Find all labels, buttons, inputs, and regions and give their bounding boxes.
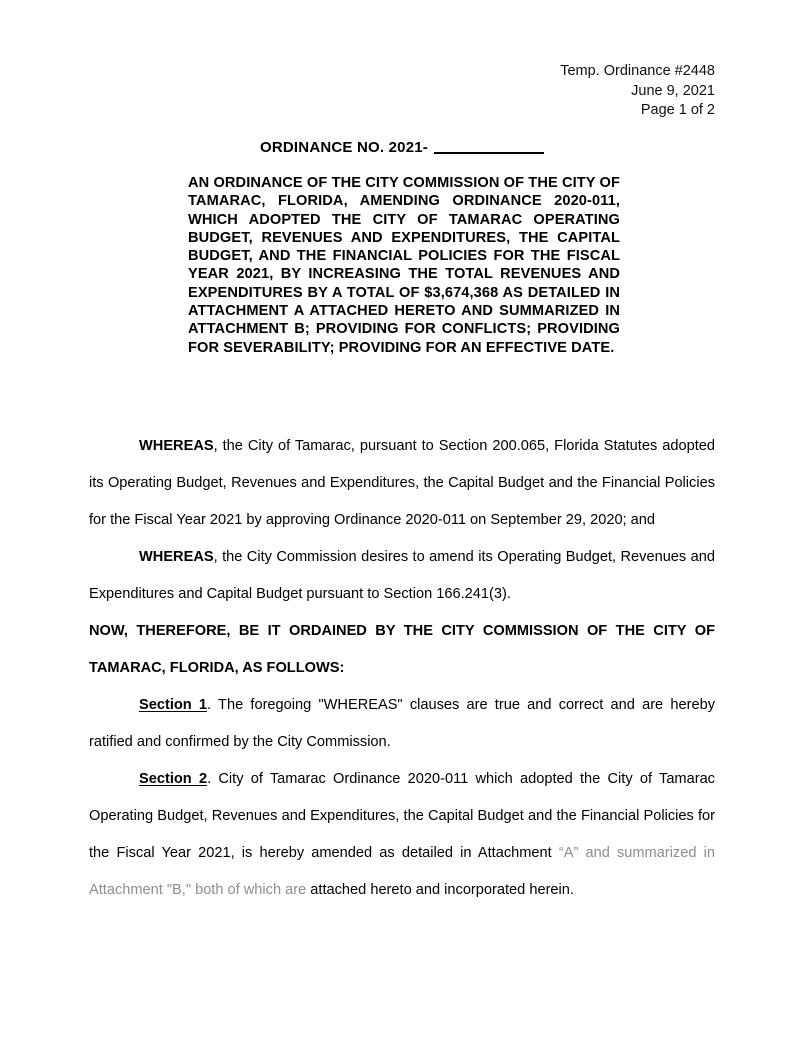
section-2-text-part2: attached hereto and incorporated herein.: [310, 882, 574, 898]
whereas-clause-2: [89, 539, 715, 613]
ordinance-title-block: AN ORDINANCE OF THE CITY COMMISSION OF THE CITY OF TAMARAC, FLORIDA, AMENDING ORDINANCE 2020-011, WHICH ADOPTED THE CITY OF TAMARAC OPERATING BUDGET, REVENUES AND EXPENDITURES, THE CAPITAL BUDGET, AND THE FINANCIAL POLICIES FOR THE FISCAL YEAR 2021, BY INCREASING THE TOTAL REVENUES AND EXPENDITURES BY A TOTAL OF $3,674,368 AS DETAILED IN ATTACHMENT A ATTACHED HERETO AND SUMMARIZED IN ATTACHMENT B; PROVIDING FOR CONFLICTS; PROVIDING FOR SEVERABILITY; PROVIDING FOR AN EFFECTIVE DATE.: [188, 175, 620, 356]
ordinance-number-label: ORDINANCE NO. 2021-: [259, 139, 428, 156]
whereas-lead-2: WHEREAS: [139, 549, 214, 565]
whereas-text-2: , the City Commission desires to amend its Operating Budget, Revenues and Expenditures and Capital Budget pursuant to Section 166.241(3).: [89, 549, 715, 602]
section-1-label: Section 1: [139, 697, 208, 713]
whereas-text-1: , the City of Tamarac, pursuant to Section 200.065, Florida Statutes adopted its Operating Budget, Revenues and Expenditures, the Capital Budget and the Financial Policies for the Fiscal Year 2021 by approving Ordinance 2020-011 on September 29, 2020; and: [89, 438, 715, 528]
section-1-paragraph: [89, 687, 715, 761]
document-body: [89, 428, 715, 909]
section-1-text: . The foregoing "WHEREAS" clauses are true and correct and are hereby ratified and confirmed by the City Commission.: [89, 697, 716, 750]
header-date: June 9, 2021: [631, 82, 715, 99]
whereas-lead-1: WHEREAS: [139, 438, 214, 454]
enacting-clause: NOW, THEREFORE, BE IT ORDAINED BY THE CITY COMMISSION OF THE CITY OF TAMARAC, FLORIDA, AS FOLLOWS:: [89, 623, 715, 676]
ordinance-number-line: [89, 139, 715, 156]
section-2-text-part1: . City of Tamarac Ordinance 2020-011 which adopted the City of Tamarac Operating Budget, Revenues and Expenditures, the Capital Budget and the Financial Policies for the Fiscal Year 2021, is hereby amended as detailed in Attachment: [89, 771, 715, 861]
header-page-number: Page 1 of 2: [640, 102, 715, 118]
whereas-clause-1: [89, 428, 715, 539]
section-2-text-faded: “A” and summarized in Attachment "B," both of which are: [89, 845, 715, 898]
section-2-paragraph: [89, 761, 715, 909]
ordinance-number-blank-field[interactable]: [434, 152, 544, 154]
header-temp-ordinance-number: Temp. Ordinance #2448: [560, 63, 715, 79]
section-2-label: Section 2: [139, 771, 208, 787]
document-header: [0, 62, 715, 121]
